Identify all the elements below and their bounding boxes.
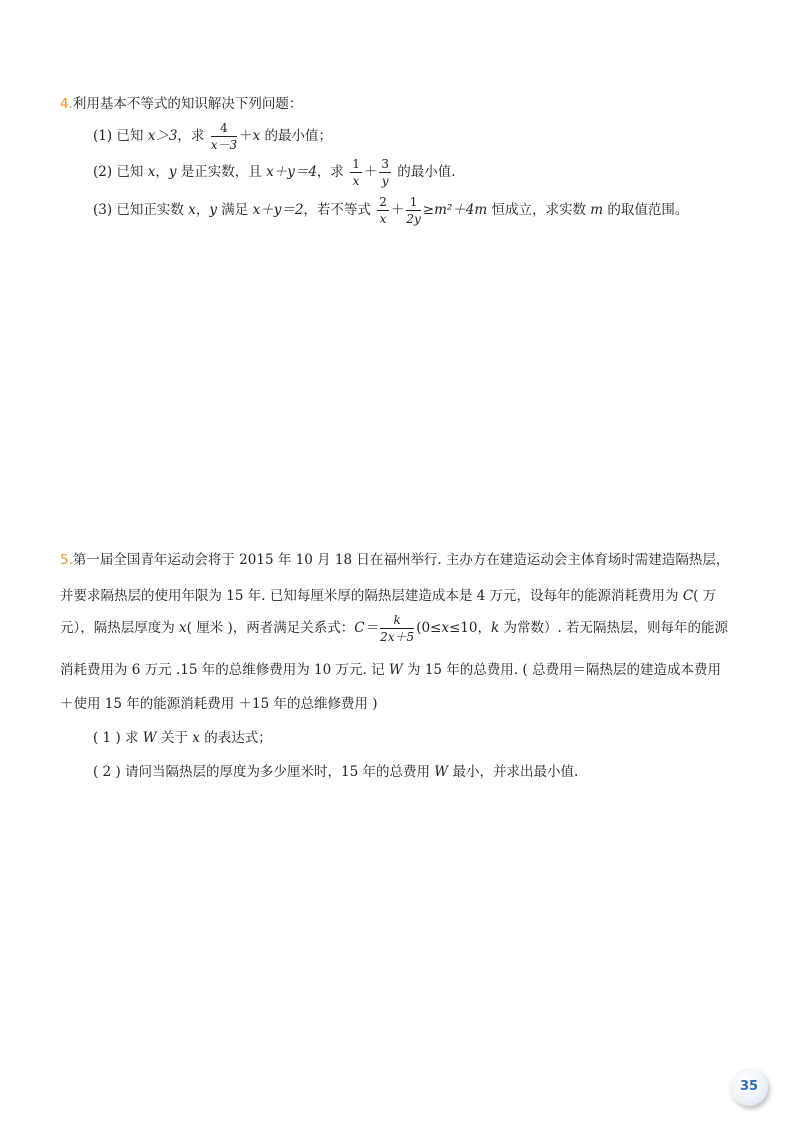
fraction: $\frac{4}{x-3}$ (210, 121, 238, 152)
question-5-number: 5. (60, 552, 73, 568)
question-5-line-5: ＋使用 15 年的能源消耗费用 ＋15 年的总维修费用 ) (60, 696, 378, 712)
math-condition: x＋y＝4 (266, 164, 317, 180)
question-5-line-3: 元），隔热层厚度为 x( 厘米 )，两者满足关系式：C＝ $\frac{k}{2x+5}$ (0≤x≤10，k 为常数）. 若无隔热层，则每年的能源 (60, 613, 729, 644)
page-number-badge (730, 1068, 768, 1106)
question-5-line-2: 并要求隔热层的使用年限为 15 年. 已知每厘米厚的隔热层建造成本是 4 万元，设每年的能源消耗费用为 C( 万 (60, 588, 717, 604)
fraction: $\frac{2}{x}$ (379, 195, 387, 226)
fraction: $\frac{1}{x}$ (352, 157, 360, 188)
question-4-number: 4. (60, 96, 73, 112)
math-condition: x＋y＝2 (252, 202, 304, 218)
math-condition: x＞3 (147, 128, 178, 144)
fraction: $\frac{1}{2y}$ (406, 195, 421, 226)
question-5-subquestion-1: ( 1 ) 求 W 关于 x 的表达式； (93, 730, 272, 746)
question-4-part-2: (2) 已知 x，y 是正实数，且 x＋y＝4，求 $\frac{1}{x}$ ＋ $\frac{3}{y}$ 的最小值. (93, 157, 456, 188)
question-4-part-3: (3) 已知正实数 x，y 满足 x＋y＝2，若不等式 $\frac{2}{x}$ ＋ $\frac{1}{2y}$ ≥m²＋4m 恒成立，求实数 m 的取值范围。 (93, 195, 689, 226)
question-5-subquestion-2: ( 2 ) 请问当隔热层的厚度为多少厘米时，15 年的总费用 W 最小，并求出最小值. (93, 764, 579, 780)
question-4-part-1: (1) 已知 x＞3，求 $\frac{4}{x-3}$ ＋x 的最小值； (93, 121, 333, 152)
page-number: 35 (739, 1079, 759, 1094)
fraction: $\frac{k}{2x+5}$ (380, 613, 415, 644)
math-inequality: ≥m²＋4m (422, 202, 488, 218)
question-4-title-line (60, 92, 302, 112)
question-4-title: 利用基本不等式的知识解决下列问题： (72, 96, 303, 112)
question-5-line-4: 消耗费用为 6 万元 .15 年的总维修费用为 10 万元. 记 W 为 15 年的总费用. ( 总费用＝隔热层的建造成本费用 (60, 662, 721, 678)
fraction: $\frac{3}{y}$ (381, 157, 389, 188)
question-5-line-1: 5.第一届全国青年运动会将于 2015 年 10 月 18 日在福州举行. 主办方在建造运动会主体育场时需建造隔热层， (60, 552, 730, 568)
